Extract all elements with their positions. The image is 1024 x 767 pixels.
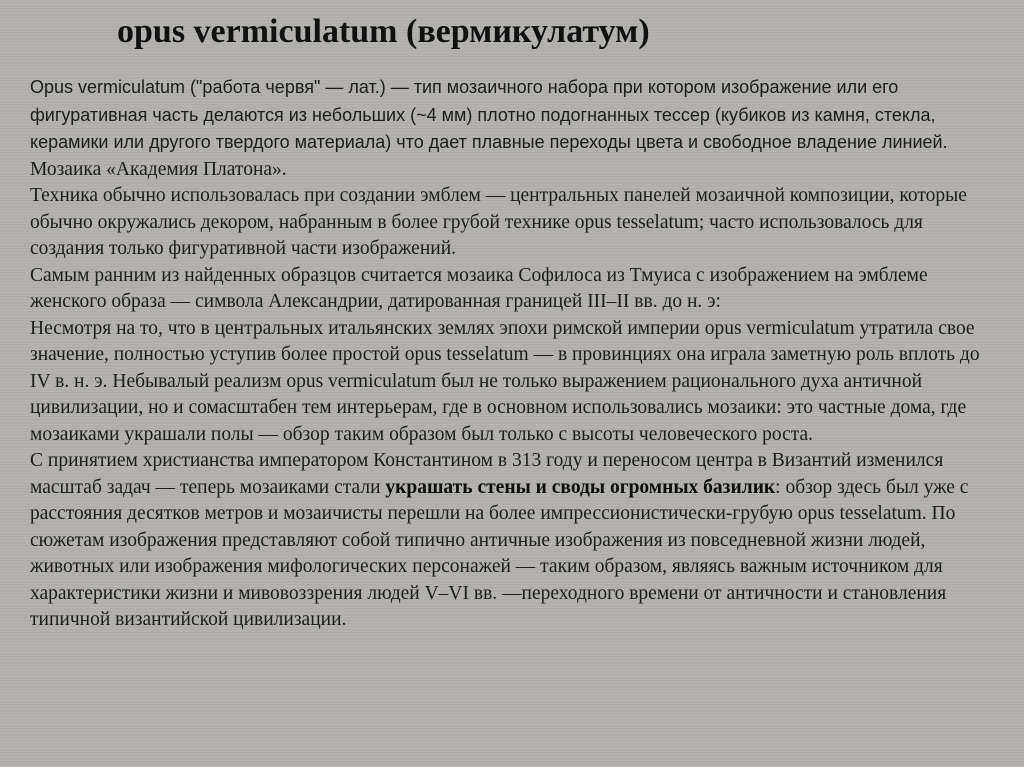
- paragraph-roman-provinces: Несмотря на то, что в центральных итальянских землях эпохи римской империи opus vermiculatum утратила свое значение, полностью уступив более простой opus tesselatum — в провинциях она играла заметную роль вплоть до IV в. н. э. Небывалый реализм opus vermiculatum был не только выражением рационального духа античной цивилизации, но и сомасштабен тем интерьерам, где в основном использовались мозаики: это частные дома, где мозаиками украшали полы — обзор таким образом был только с высоты человеческого роста.: [30, 317, 980, 445]
- paragraph-christianity-before: С принятием христианства императором Константином в 313 году и переносом центра в Византий изменился масштаб задач — теперь мозаиками стали: [30, 450, 944, 498]
- slide-body: [30, 74, 1000, 634]
- paragraph-technique: Техника обычно использовалась при создании эмблем — центральных панелей мозаичной композиции, которые обычно окружались декором, набранным в более грубой технике opus tesselatum; часто использовалось для создания только фигуративной части изображений.: [30, 185, 967, 259]
- paragraph-definition-text: Opus vermiculatum ("работа червя" — лат.) — тип мозаичного набора при котором изображение или его фигуративная часть делаются из небольших (~4 мм) плотно подогнанных тессер (кубиков из камня, стекла, керамики или другого твердого материала) что дает плавные переходы цвета и свободное владение линией.: [30, 77, 948, 152]
- paragraph-christianity-after: : обзор здесь был уже с расстояния десятков метров и мозаичисты перешли на более импрессионистически-грубую opus tesselatum. По сюжетам изображения представляют собой типично античные изображения из повседневной жизни людей, животных или изображения мифологических персонажей — таким образом, являясь важным источником для характеристики жизни и мивовоззрения людей V–VI вв. —переходного времени от античности и становления типичной византийской цивилизации.: [30, 476, 969, 630]
- paragraph-earliest-example: Самым ранним из найденных образцов считается мозаика Софилоса из Тмуиса с изображением на эмблеме женского образа — символа Александрии, датированная границей III–II вв. до н. э:: [30, 264, 928, 312]
- paragraph-academy-platon: Мозаика «Академия Платона».: [30, 158, 287, 180]
- paragraph-christianity: [30, 448, 1000, 634]
- slide-title: opus vermiculatum (вермикулатум): [117, 13, 650, 50]
- paragraph-definition: [30, 74, 1000, 157]
- paragraph-christianity-emphasis: украшать стены и своды огромных базилик: [385, 476, 776, 498]
